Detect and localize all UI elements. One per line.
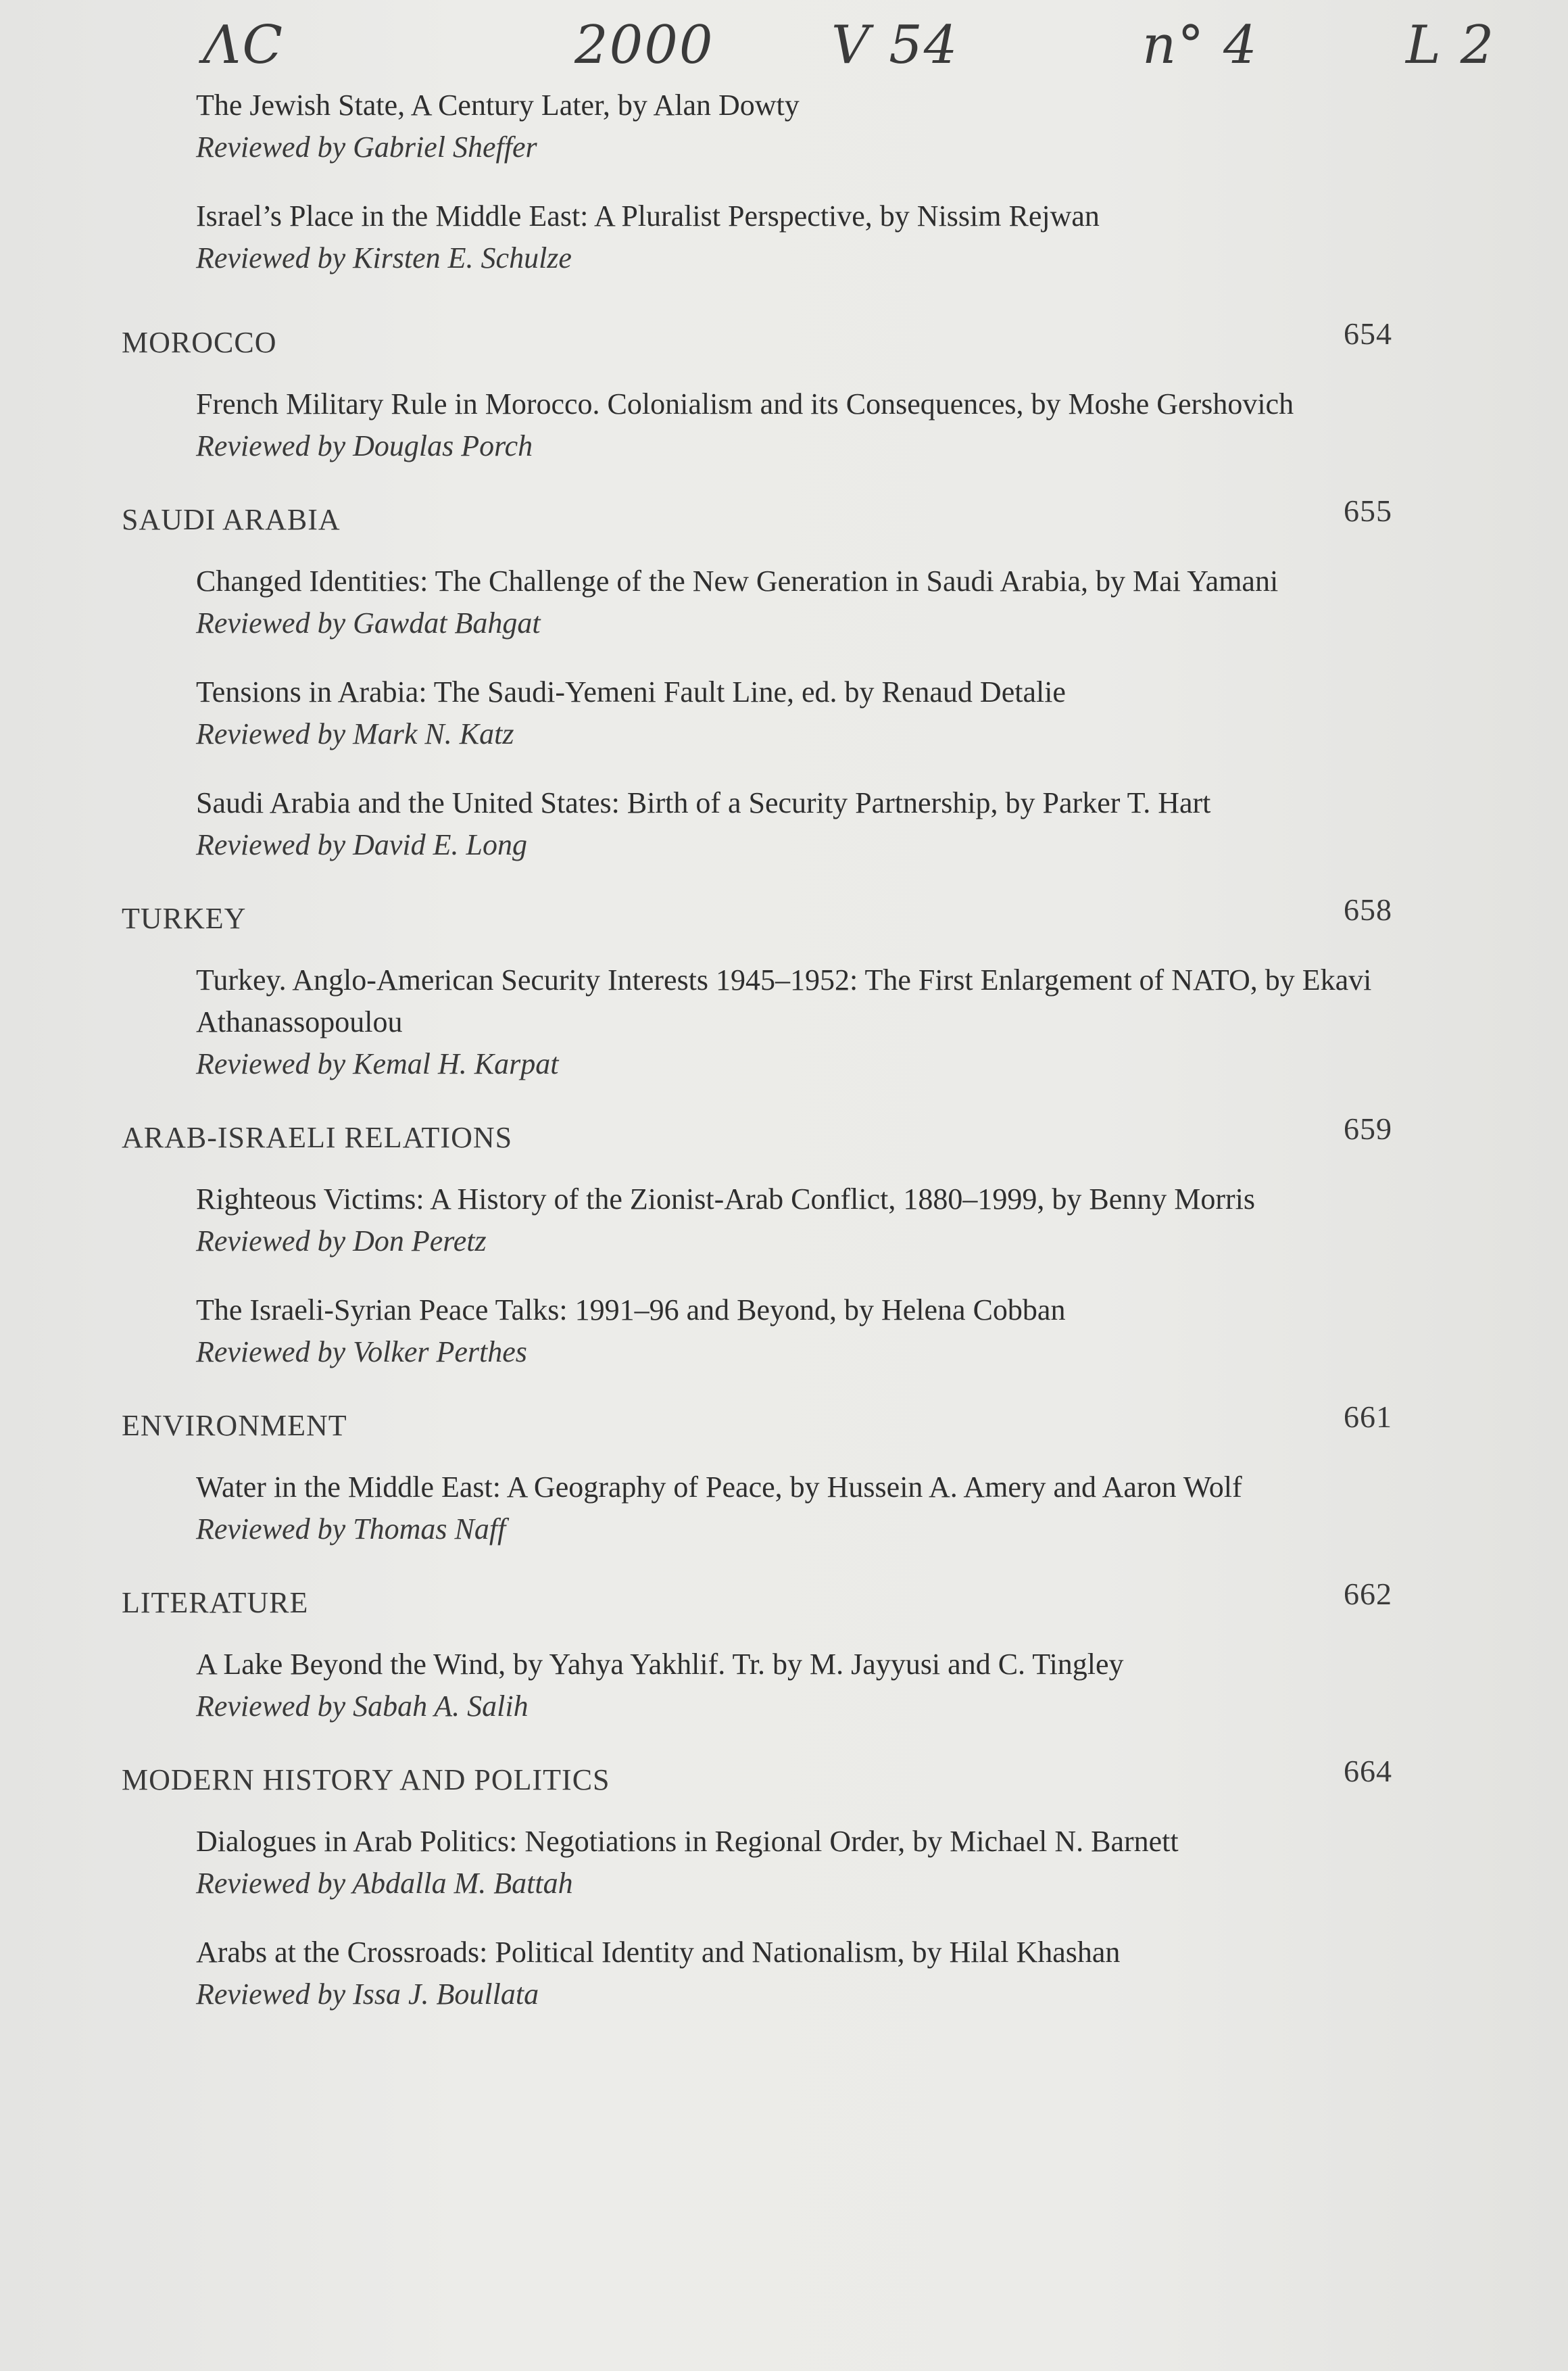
reviewer-name: Reviewed by Volker Perthes — [196, 1335, 527, 1368]
book-title: French Military Rule in Morocco. Colonialism and its Consequences, by Moshe Gershovich — [196, 387, 1294, 421]
review-entry — [196, 671, 1392, 755]
section-heading — [122, 1389, 1392, 1442]
section-saudi-arabia — [122, 483, 1392, 866]
book-title: Turkey. Anglo-American Security Interests 1945–1952: The First Enlargement of NATO, by Ekavi Athanassopoulou — [196, 963, 1372, 1038]
section-turkey — [122, 882, 1392, 1085]
section-title: TURKEY — [122, 902, 247, 935]
review-entry — [196, 383, 1392, 467]
book-title: Israel’s Place in the Middle East: A Pluralist Perspective, by Nissim Rejwan — [196, 199, 1100, 233]
section-modern-history-and-politics — [122, 1744, 1392, 2015]
book-title: Changed Identities: The Challenge of the New Generation in Saudi Arabia, by Mai Yamani — [196, 565, 1279, 598]
reviewer-name: Reviewed by Gabriel Sheffer — [196, 130, 537, 164]
table-of-contents — [122, 85, 1392, 2032]
book-title: Saudi Arabia and the United States: Birth of a Security Partnership, by Parker T. Hart — [196, 786, 1211, 819]
book-title: Arabs at the Crossroads: Political Identity and Nationalism, by Hilal Khashan — [196, 1936, 1121, 1969]
reviewer-name: Reviewed by Don Peretz — [196, 1224, 487, 1258]
section-heading — [122, 306, 1392, 359]
reviewer-name: Reviewed by Kirsten E. Schulze — [196, 241, 572, 274]
book-title: Righteous Victims: A History of the Zionist-Arab Conflict, 1880–1999, by Benny Morris — [196, 1182, 1256, 1216]
section-title: ENVIRONMENT — [122, 1409, 347, 1442]
section-title: SAUDI ARABIA — [122, 503, 341, 536]
section-title: LITERATURE — [122, 1586, 309, 1619]
continued-entries — [122, 85, 1392, 279]
review-entry — [196, 782, 1392, 866]
section-morocco — [122, 306, 1392, 467]
review-entry — [196, 1644, 1392, 1727]
page-number: 655 — [1344, 494, 1392, 528]
review-entry — [196, 1178, 1392, 1262]
page-number: 661 — [1344, 1399, 1392, 1434]
section-heading — [122, 1744, 1392, 1794]
handwritten-note: ΛC — [203, 15, 285, 76]
page-number: 662 — [1344, 1577, 1392, 1611]
section-heading — [122, 1101, 1392, 1154]
book-title: Water in the Middle East: A Geography of Peace, by Hussein A. Amery and Aaron Wolf — [196, 1470, 1242, 1504]
reviewer-name: Reviewed by Sabah A. Salih — [196, 1690, 529, 1723]
book-title: A Lake Beyond the Wind, by Yahya Yakhlif. Tr. by M. Jayyusi and C. Tingley — [196, 1648, 1124, 1681]
reviewer-name: Reviewed by Gawdat Bahgat — [196, 606, 541, 640]
reviewer-name: Reviewed by Kemal H. Karpat — [196, 1047, 559, 1080]
review-entry — [196, 85, 1392, 168]
review-entry — [196, 959, 1392, 1085]
book-title: Dialogues in Arab Politics: Negotiations in Regional Order, by Michael N. Barnett — [196, 1825, 1179, 1858]
page-number: 664 — [1344, 1754, 1392, 1788]
page-number: 659 — [1344, 1111, 1392, 1146]
review-entry — [196, 560, 1392, 644]
section-title: ARAB-ISRAELI RELATIONS — [122, 1121, 513, 1154]
handwritten-note: V 54 — [831, 15, 959, 76]
review-entry — [196, 195, 1392, 279]
section-heading — [122, 483, 1392, 536]
section-heading — [122, 882, 1392, 935]
reviewer-name: Reviewed by David E. Long — [196, 828, 527, 861]
book-title: The Israeli-Syrian Peace Talks: 1991–96 and Beyond, by Helena Cobban — [196, 1293, 1066, 1326]
handwritten-annotations — [0, 15, 1568, 89]
review-entry — [196, 1466, 1392, 1550]
page-number: 654 — [1344, 316, 1392, 351]
review-entry — [196, 1821, 1392, 1905]
reviewer-name: Reviewed by Mark N. Katz — [196, 717, 514, 750]
book-title: Tensions in Arabia: The Saudi-Yemeni Fault Line, ed. by Renaud Detalie — [196, 675, 1066, 709]
handwritten-note: n° 4 — [1142, 15, 1258, 76]
reviewer-name: Reviewed by Douglas Porch — [196, 429, 533, 462]
section-title: MOROCCO — [122, 326, 277, 359]
section-title: MODERN HISTORY AND POLITICS — [122, 1763, 610, 1796]
reviewer-name: Reviewed by Abdalla M. Battah — [196, 1867, 573, 1900]
review-entry — [196, 1289, 1392, 1373]
section-arab-israeli-relations — [122, 1101, 1392, 1373]
reviewer-name: Reviewed by Thomas Naff — [196, 1512, 506, 1546]
section-environment — [122, 1389, 1392, 1550]
handwritten-note: 2000 — [574, 15, 714, 76]
page-number: 658 — [1344, 892, 1392, 927]
book-title: The Jewish State, A Century Later, by Alan Dowty — [196, 89, 800, 122]
reviewer-name: Reviewed by Issa J. Boullata — [196, 1978, 539, 2011]
section-heading — [122, 1566, 1392, 1619]
review-entry — [196, 1932, 1392, 2015]
handwritten-note: L 2 — [1406, 15, 1496, 76]
section-literature — [122, 1566, 1392, 1727]
